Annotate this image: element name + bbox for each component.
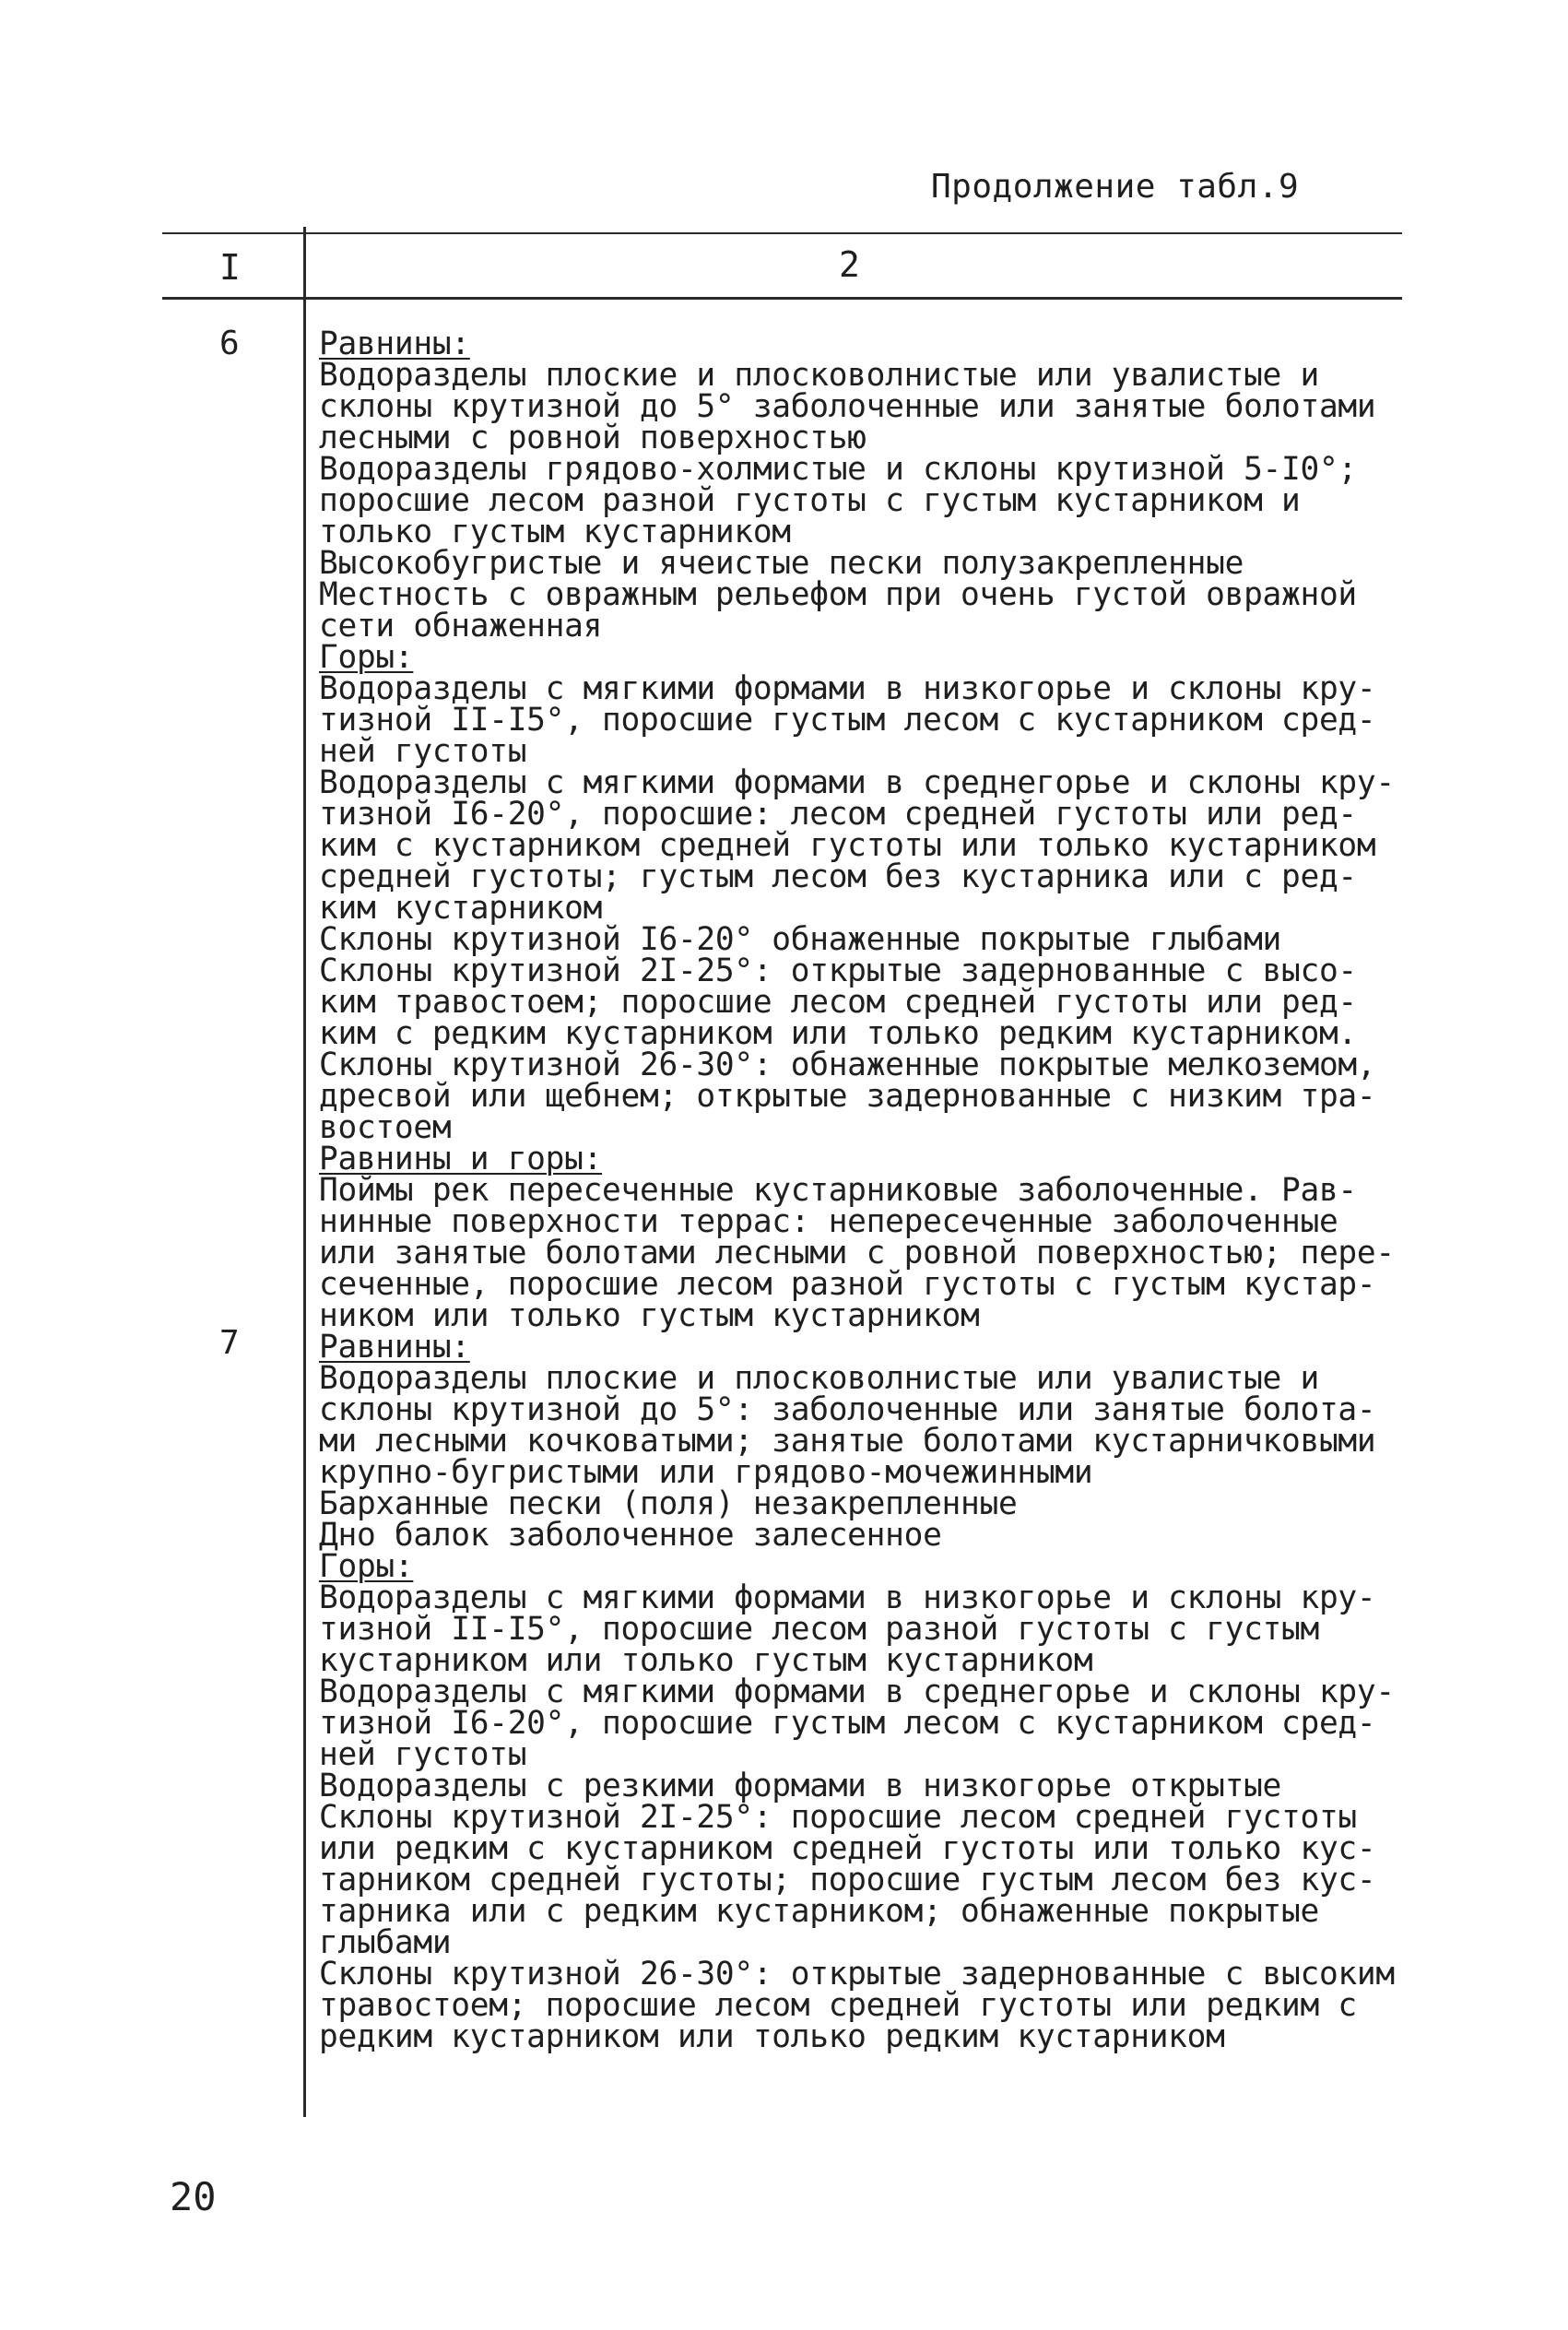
table-text-line: Высокобугристые и ячеистые пески полузакрепленные bbox=[319, 545, 1244, 582]
table-text-line: Склоны крутизной 2I-25°: открытые задернованные с высо- bbox=[319, 952, 1357, 989]
table-text-line: ким с редким кустарником или только редким кустарником. bbox=[319, 1015, 1357, 1052]
table-text-line: Водоразделы плоские и плосковолнистые или увалистые и bbox=[319, 1360, 1319, 1397]
table-text-line: Водоразделы с резкими формами в низкогорье открытые bbox=[319, 1768, 1282, 1804]
section-heading: Горы: bbox=[319, 639, 414, 676]
table-text-line: Барханные пески (поля) незакрепленные bbox=[319, 1485, 1018, 1522]
table-text-line: или редким с кустарником средней густоты или только кус- bbox=[319, 1830, 1376, 1867]
table-text-line: Склоны крутизной 26-30°: обнаженные покрытые мелкоземом, bbox=[319, 1047, 1376, 1083]
table-text-line: редким кустарником или только редким кустарником bbox=[319, 2018, 1225, 2055]
table-top-rule bbox=[162, 232, 1402, 234]
table-text-line: травостоем; поросшие лесом средней густоты или редким с bbox=[319, 1987, 1357, 2024]
table-text-line: ней густоты bbox=[319, 733, 527, 770]
table-text-line: тизной I6-20°, поросшие густым лесом с кустарником сред- bbox=[319, 1705, 1376, 1742]
table-text-line: дресвой или щебнем; открытые задернованные с низким тра- bbox=[319, 1078, 1376, 1115]
table-text-line: кустарником или только густым кустарником bbox=[319, 1642, 1093, 1679]
table-text-line: Водоразделы с мягкими формами в низкогорье и склоны кру- bbox=[319, 670, 1376, 707]
table-text-line: тизной I6-20°, поросшие: лесом средней густоты или ред- bbox=[319, 796, 1357, 833]
table-header-rule bbox=[162, 297, 1402, 300]
table-text-line: лесными с ровной поверхностью bbox=[319, 420, 867, 456]
table-text-line: Склоны крутизной 26-30°: открытые задернованные с высоким bbox=[319, 1956, 1395, 1993]
table-text-line: востоем bbox=[319, 1109, 452, 1146]
row-number-7: 7 bbox=[219, 1324, 240, 1362]
table-text-line: глыбами bbox=[319, 1924, 452, 1961]
row-number-6: 6 bbox=[219, 325, 240, 362]
table-text-line: ким травостоем; поросшие лесом средней густоты или ред- bbox=[319, 984, 1357, 1021]
column-header-1: I bbox=[219, 247, 241, 288]
table-text-line: Водоразделы плоские и плосковолнистые или увалистые и bbox=[319, 357, 1319, 394]
table-text-line: тарника или с редким кустарником; обнаженные покрытые bbox=[319, 1893, 1319, 1930]
table-text-line: ником или только густым кустарником bbox=[319, 1297, 980, 1334]
table-text-line: Водоразделы с мягкими формами в низкогорье и склоны кру- bbox=[319, 1579, 1376, 1616]
table-text-line: Водоразделы с мягкими формами в среднегорье и склоны кру- bbox=[319, 764, 1395, 801]
table-column-divider bbox=[303, 227, 306, 2117]
table-text-line: средней густоты; густым лесом без кустарника или с ред- bbox=[319, 858, 1357, 895]
table-text-line: склоны крутизной до 5°: заболоченные или занятые болота- bbox=[319, 1391, 1376, 1428]
table-text-line: или занятые болотами лесными с ровной поверхностью; пере- bbox=[319, 1235, 1395, 1271]
table-text-line: крупно-бугристыми или грядово-мочежинными bbox=[319, 1454, 1093, 1491]
table-text-line: тарником средней густоты; поросшие густым лесом без кус- bbox=[319, 1862, 1376, 1898]
table-text-line: только густым кустарником bbox=[319, 514, 791, 550]
table-text-line: склоны крутизной до 5° заболоченные или занятые болотами bbox=[319, 388, 1376, 425]
section-heading: Равнины и горы: bbox=[319, 1141, 603, 1177]
table-text-line: ким с кустарником средней густоты или только кустарником bbox=[319, 827, 1376, 864]
page-number: 20 bbox=[170, 2174, 217, 2219]
table-text-line: Поймы рек пересеченные кустарниковые заболоченные. Рав- bbox=[319, 1172, 1357, 1209]
section-heading: Горы: bbox=[319, 1548, 414, 1585]
section-heading: Равнины: bbox=[319, 1329, 470, 1366]
table-text-line: Дно балок заболоченное залесенное bbox=[319, 1517, 942, 1554]
table-text-line: Водоразделы грядово-холмистые и склоны крутизной 5-I0°; bbox=[319, 451, 1357, 488]
column-header-2: 2 bbox=[839, 244, 860, 285]
table-text-line: тизной II-I5°, поросшие лесом разной густоты с густым bbox=[319, 1611, 1319, 1648]
table-text-line: Склоны крутизной I6-20° обнаженные покрытые глыбами bbox=[319, 921, 1282, 958]
table-text-line: тизной II-I5°, поросшие густым лесом с кустарником сред- bbox=[319, 702, 1376, 739]
table-text-line: ким кустарником bbox=[319, 890, 603, 927]
table-text-line: Местность с овражным рельефом при очень густой овражной bbox=[319, 576, 1357, 613]
table-text-line: сеченные, поросшие лесом разной густоты с густым кустар- bbox=[319, 1266, 1376, 1303]
table-text-line: ми лесными кочковатыми; занятые болотами кустарничковыми bbox=[319, 1423, 1376, 1460]
table-text-line: поросшие лесом разной густоты с густым кустарником и bbox=[319, 482, 1301, 519]
table-text-line: нинные поверхности террас: непересеченные заболоченные bbox=[319, 1203, 1338, 1240]
table-text-line: ней густоты bbox=[319, 1736, 527, 1773]
table-text-line: Водоразделы с мягкими формами в среднегорье и склоны кру- bbox=[319, 1674, 1395, 1710]
section-heading: Равнины: bbox=[319, 325, 470, 362]
table-text-line: Склоны крутизной 2I-25°: поросшие лесом средней густоты bbox=[319, 1799, 1357, 1836]
table-text-line: сети обнаженная bbox=[319, 608, 603, 645]
table-description-column bbox=[319, 325, 1517, 2055]
continuation-label: Продолжение табл.9 bbox=[931, 168, 1300, 206]
